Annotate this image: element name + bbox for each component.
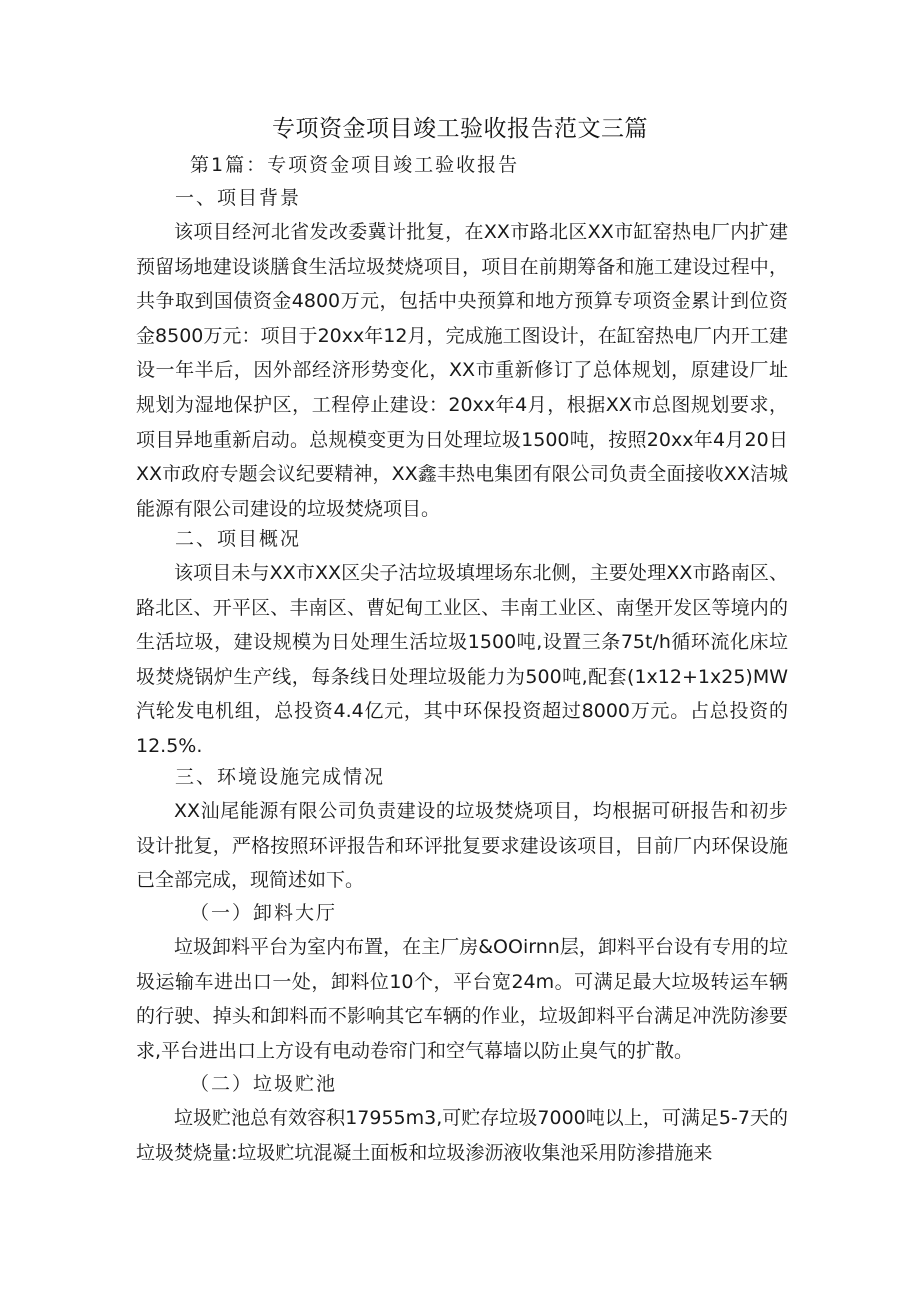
document-title: 专项资金项目竣工验收报告范文三篇 [272,116,648,142]
section-heading-1: 一、项目背景 [175,187,302,209]
section-2-paragraph: 该项目未与XX市XX区尖子沽垃圾填埋场东北侧，主要处理XX市路南区、路北区、开平区、丰南区、曹妃甸工业区、丰南工业区、南堡开发区等境内的生活垃圾，建设规模为日处理生活垃圾1500吨,设置三条75t/h循环流化床垃圾焚烧锅炉生产线，每条线日处理垃圾能力为500吨,配套(1x12+1x25)MW汽轮发电机组，总投资4.4亿元，其中环保投资超过8000万元。占总投资的12.5%. [136,562,788,757]
section-1-paragraph: 该项目经河北省发改委冀计批复，在XX市路北区XX市缸窑热电厂内扩建预留场地建设谈膳食生活垃圾焚烧项目，项目在前期筹备和施工建设过程中，共争取到国债资金4800万元，包括中央预算和地方预算专项资金累计到位资金8500万元：项目于20xx年12月，完成施工图设计，在缸窑热电厂内开工建设一年半后，因外部经济形势变化，XX市重新修订了总体规划，原建设厂址规划为湿地保护区，工程停止建设：20xx年4月，根据XX市总图规划要求，项目异地重新启动。总规模变更为日处理垃圾1500吨，按照20xx年4月20日XX市政府专题会议纪要精神，XX鑫丰热电集团有限公司负责全面接收XX洁城能源有限公司建设的垃圾焚烧项目。 [136,221,788,520]
subsection-2-paragraph: 垃圾贮池总有效容积17955m3,可贮存垃圾7000吨以上，可满足5-7天的垃圾焚烧量:垃圾贮坑混凝土面板和垃圾渗沥液收集池采用防渗措施来 [136,1107,788,1164]
subsection-1-paragraph: 垃圾卸料平台为室内布置，在主厂房&OOirnn层，卸料平台设有专用的垃圾运输车进出口一处，卸料位10个，平台宽24m。可满足最大垃圾转运车辆的行驶、掉头和卸料而不影响其它车辆的作业，垃圾卸料平台满足冲洗防渗要求,平台进出口上方设有电动卷帘门和空气幕墙以防止臭气的扩散。 [136,936,788,1062]
section-3-paragraph: XX汕尾能源有限公司负责建设的垃圾焚烧项目，均根据可研报告和初步设计批复，严格按照环评报告和环评批复要求建设该项目，目前厂内环保设施已全部完成，现简述如下。 [136,800,788,892]
subsection-heading-2: （二）垃圾贮池 [190,1073,338,1095]
section-heading-2: 二、项目概况 [175,528,302,550]
part-heading: 第1篇：专项资金项目竣工验收报告 [190,154,520,176]
subsection-heading-1: （一）卸料大厅 [190,902,338,924]
section-heading-3: 三、环境设施完成情况 [175,766,386,788]
